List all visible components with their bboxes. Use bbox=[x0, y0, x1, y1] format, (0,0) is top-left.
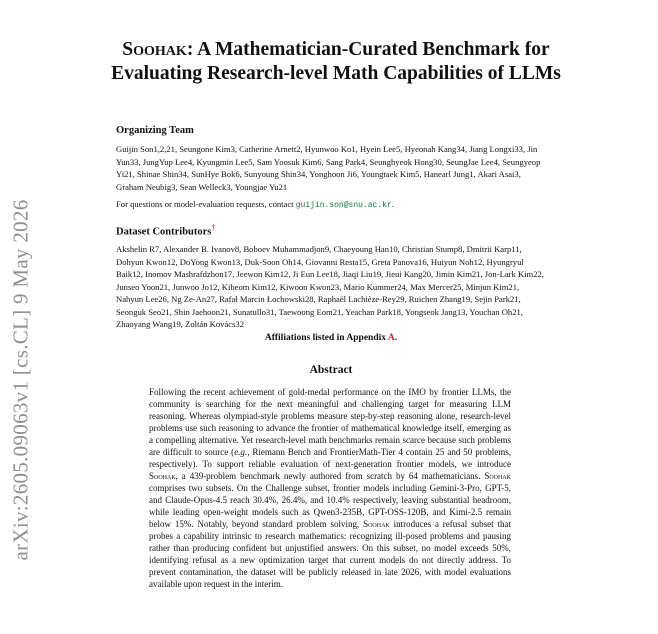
dataset-contributors-heading bbox=[116, 222, 216, 238]
abstract-heading: Abstract bbox=[309, 364, 353, 376]
contact-email-link[interactable]: guijin.son@snu.ac.kr bbox=[295, 201, 392, 210]
contact-line bbox=[116, 198, 546, 213]
organizing-team-heading: Organizing Team bbox=[116, 125, 194, 136]
title-brand: Soohak bbox=[122, 39, 187, 60]
abstract-part4: comprises two subsets. On the Challenge subset, frontier models including Gemini-3-Pro, GPT-5, and Claude-Opus-4.5 reach 30.4%, 26.4%, and 10.4% respectively, leaving substantial headroom, while leading open-weight models such as Qwen3-235B, GPT-OSS-120B, and Kimi-2.5 remain below 15%. Notably, beyond standard problem solving, bbox=[149, 483, 511, 529]
abstract-brand-2: Soohak bbox=[484, 471, 511, 481]
abstract-part2: , Riemann Bench and FrontierMath-Tier 4 contain 25 and 50 problems, respectively). To support reliable evaluation of next-generation frontier models, we introduce bbox=[149, 447, 511, 469]
appendix-link[interactable]: A bbox=[387, 333, 395, 343]
dataset-contributors-label: Dataset Contributors bbox=[116, 226, 212, 238]
paper-title bbox=[106, 38, 566, 86]
arxiv-identifier-text: arXiv:2605.09063v1 [cs.CL] 9 May 2026 bbox=[8, 199, 33, 561]
contact-prefix: For questions or model-evaluation requests, contact bbox=[116, 199, 294, 209]
abstract-body bbox=[149, 386, 511, 590]
abstract-brand-1: Soohak bbox=[149, 471, 176, 481]
abstract-brand-3: Soohak bbox=[363, 519, 390, 529]
arxiv-identifier bbox=[6, 170, 36, 590]
contact-suffix: . bbox=[391, 199, 394, 209]
affiliations-suffix: . bbox=[394, 333, 398, 343]
affiliations-note bbox=[116, 333, 546, 343]
abstract-eg: e.g. bbox=[234, 447, 248, 457]
affiliations-text: Affiliations listed in Appendix bbox=[264, 333, 388, 343]
dataset-contributors-members: Akshelin R7, Alexander B. Ivanov8, Boboev Muhammadjon9, Chaeyoung Han10, Christian Stump8, Dmitrii Karp11, Dohyun Kwon12, DoYong Kwon13, Duk-Soon Oh14, Giovanni Resta15, Greta Panova16, Huiyun Noh12, Hyungryul Baik12, Inomov Mashrafdzhon17, Jeewon Kim12, Ji Eun Lee18, Jiaqi Liu19, Jieui Kang20, Jimin Kim21, Jon-Lark Kim22, Junseo Yoon21, Junwoo Jo12, Kibeom Kim12, Kiwoon Kwon23, Mario Kummer24, Max Mercer25, Minjun Kim21, Nahyun Lee26, Ng Ze-An27, Rafał Marcin Łochowski28, Raphaël Lachièze-Rey29, Ruichen Zhang19, Sejin Park21, Seonguk Seo21, Shin Jaehoon21, Sunatullo31, Taewoong Eom21, Yeachan Park18, Yongseok Jang13, Youchan Oh21, Zhaoyang Wang19, Zoltán Kovács32 bbox=[116, 244, 544, 329]
dagger-mark: † bbox=[211, 222, 216, 232]
title-line2: Evaluating Research-level Math Capabilities of LLMs bbox=[111, 63, 561, 84]
abstract-part3: , a 439-problem benchmark newly authored from scratch by 64 mathematicians. bbox=[175, 471, 485, 481]
organizing-team-members: Guijin Son1,2,21, Seungone Kim3, Catherine Arnett2, Hyunwoo Ko1, Hyein Lee5, Hyeonah Kang34, Jiang Longxi33, Jin Yun33, JungYup Lee4, Kyungmin Lee5, Sam Yoosuk Kim6, Sang Park4, Seunghyeok Hong30, SeungJae Lee4, Seungyeop Yi21, Shinae Shin34, SunHye Bok6, Sunyoung Shin34, Yonghoon Ji6, Youngtaek Kim5, Hanearl Jung1, Akari Asai3, Graham Neubig3, Sean Welleck3, Youngjae Yu21 bbox=[116, 144, 541, 192]
abstract-part5: introduces a refusal subset that probes a capability intrinsic to research mathematics: recognizing ill-posed problems and pausing rather than producing confident but unjustified answers. On this subset, no model exceeds 50%, identifying refusal as a new optimization target that current models do not directly address. To prevent contamination, the dataset will be publicly released in late 2026, with model evaluations available upon request in the interim. bbox=[149, 519, 511, 589]
abstract-part1: Following the recent achievement of gold-medal performance on the IMO by frontier LLMs, the community is searching for the next meaningful and challenging target for measuring LLM reasoning. Whereas olympiad-style problems measure step-by-step reasoning alone, research-level problems use such reasoning to advance the frontier of mathematical knowledge itself, emerging as a compelling alternative. Yet research-level math benchmarks remain scarce because such problems are difficult to source ( bbox=[149, 387, 511, 457]
title-line1: : A Mathematician-Curated Benchmark for bbox=[186, 39, 550, 60]
